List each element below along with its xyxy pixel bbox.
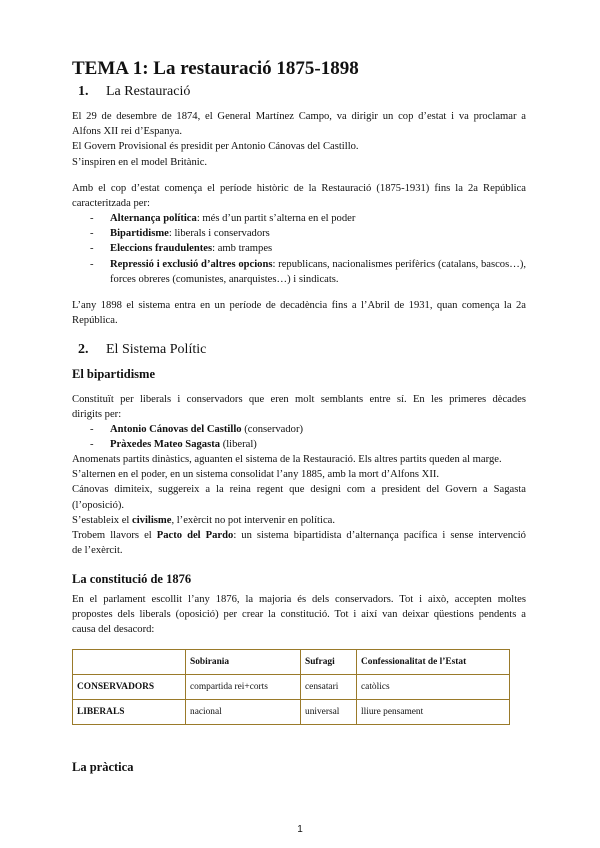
list-item-bold: Alternança política: [110, 213, 197, 224]
list-item-bold: Pràxedes Mateo Sagasta: [110, 439, 221, 451]
text-line: El Govern Provisional és presidit per Antonio Cánovas del Castillo.: [72, 141, 359, 153]
section-number: 1.: [78, 84, 89, 99]
text-span: , l’exèrcit no pot intervenir en política.: [171, 514, 335, 526]
section-number: 2.: [78, 342, 89, 357]
page-title: TEMA 1: La restauració 1875-1898: [72, 58, 359, 79]
table-cell: universal: [301, 700, 357, 725]
table-row: [73, 675, 510, 700]
text-line: Alfons XII rei d’Espanya.: [72, 126, 183, 138]
bipartidisme-body: [72, 452, 526, 558]
table-header-cell: Sobirania: [186, 650, 301, 675]
table-cell: compartida rei+corts: [186, 675, 301, 700]
constitucio-heading: La constitució de 1876: [72, 572, 192, 586]
text-line: L’any 1898 el sistema entra en un període de decadència fins a l’Abril de 1931, quan comença la 2a: [72, 300, 526, 311]
list-item: - Antonio Cánovas del Castillo (conservador): [90, 424, 304, 435]
table-cell: CONSERVADORS: [73, 675, 186, 700]
constitution-table: [72, 649, 510, 725]
intro-paragraph: [72, 109, 526, 170]
text-line: S’inspiren en el model Britànic.: [72, 156, 208, 168]
text-span: S’estableix el: [72, 514, 133, 526]
text-line: En el parlament escollit l’any 1876, la majoria és dels conservadors. Tot i això, accepten moltes: [72, 594, 526, 605]
table-header-row: [73, 650, 510, 675]
table-header-cell: Confessionalitat de l’Estat: [357, 650, 510, 675]
list-item-text: (conservador): [241, 424, 304, 435]
text-line: propostes dels liberals (oposició) per crear la constitució. Tot i així van deixar qüestions pendents a: [72, 609, 526, 621]
features-list: [90, 211, 526, 287]
table-cell: LIBERALS: [73, 700, 186, 725]
list-item-text: : més d’un partit s’alterna en el poder: [196, 213, 356, 224]
constitucio-paragraph: [72, 592, 526, 638]
text-line: El 29 de desembre de 1874, el General Martínez Campo, va dirigir un cop d’estat i va proclamar a: [72, 111, 526, 122]
text-line: causa del desacord:: [72, 624, 155, 636]
list-item-text: (liberal): [220, 439, 257, 451]
text-line: República.: [72, 315, 118, 327]
list-item-bold: Antonio Cánovas del Castillo: [110, 424, 242, 435]
bipartidisme-intro: [72, 392, 526, 422]
text-line: Constituït per liberals i conservadors que eren molt semblants entre sí. En les primeres dècades: [72, 394, 526, 405]
list-item-bold: Repressió i exclusió d’altres opcions: [110, 258, 273, 270]
list-item-text: : liberals i conservadors: [168, 228, 270, 240]
practica-heading: La pràctica: [72, 760, 134, 774]
text-line: Amb el cop d’estat comença el període històric de la Restauració (1875-1931) fins la 2a República: [72, 183, 526, 194]
list-item-text: : amb trampes: [212, 243, 273, 255]
section-title: El Sistema Polític: [106, 342, 207, 357]
text-line: Anomenats partits dinàstics, aguanten el sistema de la Restauració. Els altres partits queden al marge.: [72, 454, 502, 465]
text-bold: Pacto del Pardo: [156, 530, 234, 542]
list-item: - Repressió i exclusió d’altres opcions: republicans, nacionalismes perifèrics (catalans, bascos…), forces obreres (comunistes, anarquistes…) i sindicats.: [90, 258, 527, 285]
list-item-bold: Eleccions fraudulentes: [110, 243, 213, 255]
bipartidisme-heading: El bipartidisme: [72, 367, 155, 381]
table-cell: lliure pensament: [357, 700, 510, 725]
text-span: Trobem llavors el: [72, 530, 157, 542]
text-bold: civilisme: [132, 514, 172, 526]
text-span: : un sistema bipartidista d’alternança pacífica i sense intervenció: [233, 530, 526, 542]
section-heading-2: [78, 342, 206, 358]
list-item-bold: Bipartidisme: [110, 228, 169, 240]
section-heading-1: [78, 84, 190, 100]
table-header-cell: [73, 650, 186, 675]
page-number: 1: [297, 824, 303, 835]
list-item: - Alternança política: més d’un partit s’alterna en el poder: [90, 213, 356, 224]
text-line: S’alternen en el poder, en un sistema consolidat l’any 1885, amb la mort d’Alfons XII.: [72, 469, 440, 481]
text-line: caracteritzada per:: [72, 198, 150, 210]
text-line: de l’exèrcit.: [72, 545, 123, 557]
periode-paragraph: [72, 181, 526, 211]
table-cell: catòlics: [357, 675, 510, 700]
table-cell: nacional: [186, 700, 301, 725]
table-header-cell: Sufragi: [301, 650, 357, 675]
list-item: - Eleccions fraudulentes: amb trampes: [90, 243, 273, 255]
decadencia-paragraph: [72, 298, 526, 328]
list-item-text: : republicans, nacionalismes perifèrics (catalans, bascos…), forces obreres (comunistes, anarquistes…) i sindicats.: [110, 258, 527, 285]
list-item: - Bipartidisme: liberals i conservadors: [90, 228, 270, 240]
table-row: [73, 700, 510, 725]
leaders-list: [90, 422, 526, 452]
text-line: (l’oposició).: [72, 499, 125, 511]
list-item: - Pràxedes Mateo Sagasta (liberal): [90, 439, 257, 451]
table-cell: censatari: [301, 675, 357, 700]
text-line: dirigits per:: [72, 409, 122, 421]
text-line: [72, 528, 526, 543]
section-title: La Restauració: [106, 84, 191, 99]
text-line: Cánovas dimiteix, suggereix a la reina regent que designi com a president del Govern a Sagasta: [72, 484, 526, 496]
text-line: [72, 513, 526, 528]
